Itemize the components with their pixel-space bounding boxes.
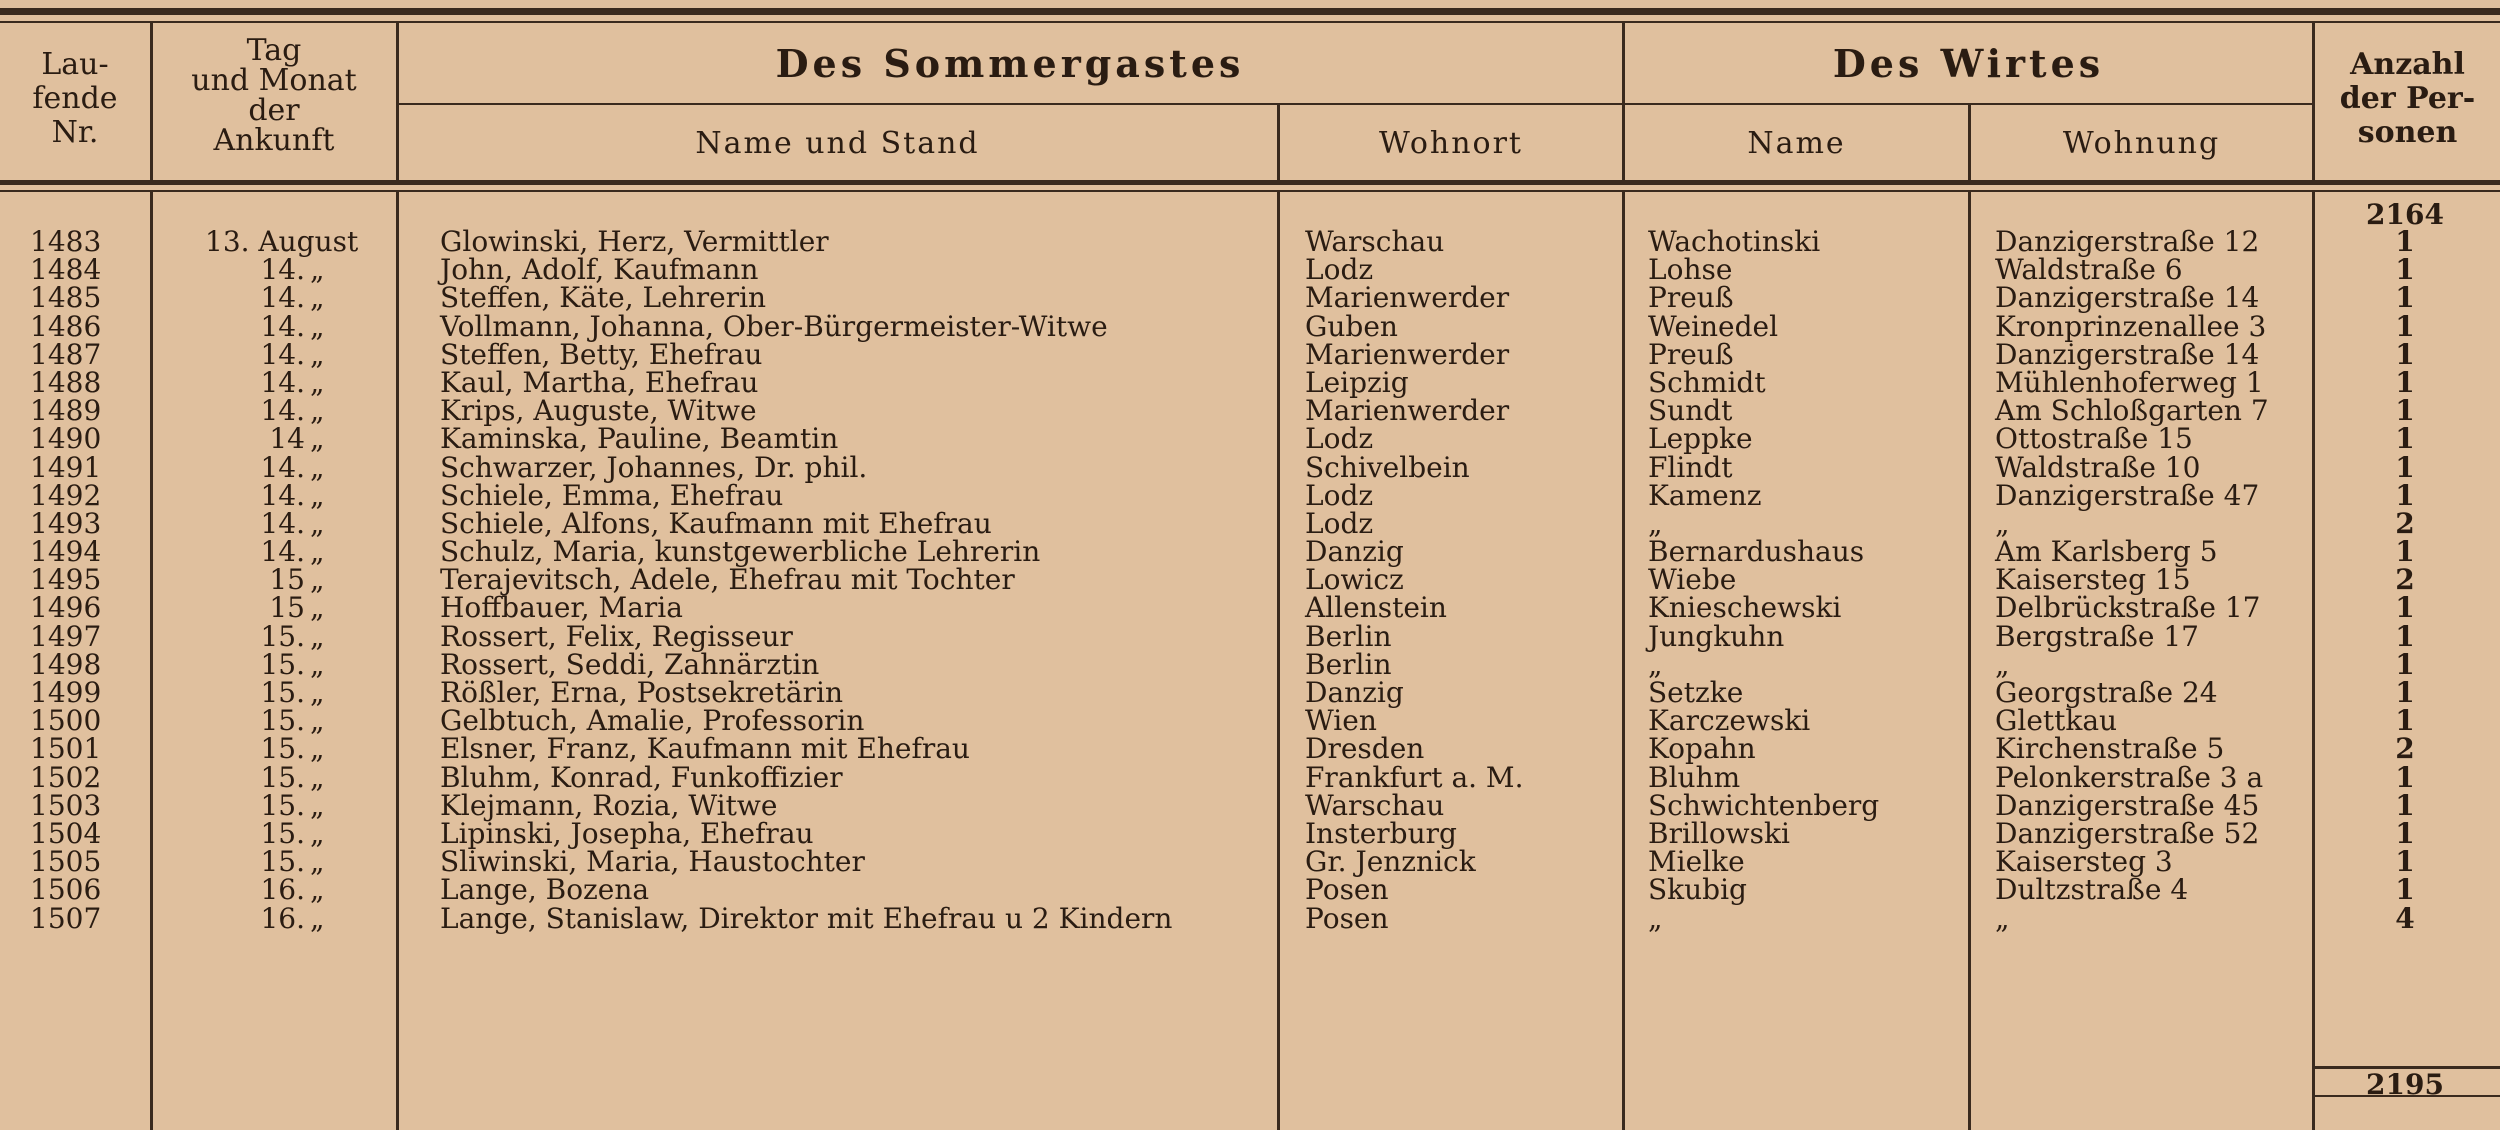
row-host-wohnung: Kronprinzenallee 3 [1995, 309, 2267, 343]
row-date-ditto: „ [310, 788, 325, 822]
row-guest-wohnort: Leipzig [1305, 365, 1409, 399]
row-guest-wohnort: Guben [1305, 309, 1398, 343]
header-guest-wohnort: Wohnort [1379, 126, 1523, 161]
row-person-count: 2 [2395, 506, 2415, 540]
row-date-ditto: „ [310, 873, 325, 907]
row-guest-name: Lange, Bozena [440, 873, 650, 907]
row-date-ditto: „ [310, 619, 325, 653]
row-guest-wohnort: Dresden [1305, 732, 1425, 766]
row-host-wohnung: Dultzstraße 4 [1995, 873, 2189, 907]
row-arrival-date: 14. [260, 450, 305, 484]
row-arrival-date: 15. [260, 676, 305, 709]
row-arrival-date: 15. [260, 704, 305, 738]
row-person-count: 1 [2395, 478, 2415, 512]
row-date-ditto: „ [310, 281, 325, 315]
row-date-ditto: „ [310, 253, 325, 287]
row-host-name: Sundt [1648, 394, 1733, 428]
row-host-name: Wachotinski [1648, 225, 1821, 258]
carry-over-count: 2164 [2366, 198, 2444, 231]
row-person-count: 1 [2395, 253, 2415, 287]
row-guest-name: John, Adolf, Kaufmann [440, 253, 759, 287]
table-row [0, 506, 2500, 540]
row-number: 1502 [30, 760, 102, 794]
row-arrival-date: 14. [260, 394, 305, 428]
table-row [0, 563, 2500, 597]
row-host-wohnung: Danzigerstraße 52 [1995, 816, 2260, 850]
row-host-wohnung: Glettkau [1995, 704, 2118, 738]
header-host-wohnung: Wohnung [2062, 126, 2221, 161]
row-number: 1483 [30, 225, 102, 258]
row-arrival-date: 15 [269, 563, 305, 597]
row-number: 1506 [30, 873, 102, 907]
row-guest-name: Schiele, Alfons, Kaufmann mit Ehefrau [440, 506, 992, 540]
row-host-wohnung: Danzigerstraße 14 [1995, 281, 2260, 315]
header-nr-line2: fende [32, 81, 118, 116]
row-guest-name: Kaminska, Pauline, Beamtin [440, 422, 839, 456]
row-guest-wohnort: Posen [1305, 901, 1389, 935]
table-row [0, 450, 2500, 484]
row-guest-wohnort: Warschau [1305, 788, 1445, 822]
row-person-count: 1 [2395, 676, 2415, 709]
row-number: 1504 [30, 816, 102, 850]
row-number: 1497 [30, 619, 102, 653]
row-number: 1488 [30, 365, 102, 399]
row-host-wohnung: Danzigerstraße 45 [1995, 788, 2260, 822]
header-date-line3: der [248, 93, 300, 128]
row-number: 1501 [30, 732, 102, 766]
row-host-wohnung: Waldstraße 10 [1995, 450, 2201, 484]
row-host-wohnung: „ [1995, 506, 2010, 540]
row-host-wohnung: Am Karlsberg 5 [1995, 535, 2218, 569]
row-person-count: 1 [2395, 873, 2415, 907]
header-count-line1: Anzahl [2350, 47, 2465, 82]
table-row [0, 676, 2500, 709]
row-guest-name: Terajevitsch, Adele, Ehefrau mit Tochter [440, 563, 1015, 597]
row-person-count: 4 [2395, 901, 2415, 935]
row-date-ditto: „ [310, 704, 325, 738]
row-host-name: Skubig [1648, 873, 1747, 907]
row-arrival-date: 14. [260, 535, 305, 569]
header-guest-name: Name und Stand [695, 126, 980, 161]
row-date-ditto: „ [310, 337, 325, 371]
row-host-wohnung: Danzigerstraße 47 [1995, 478, 2260, 512]
row-person-count: 1 [2395, 281, 2415, 315]
row-number: 1487 [30, 337, 102, 371]
row-arrival-date: 15 [269, 591, 305, 625]
row-number: 1494 [30, 535, 102, 569]
row-guest-wohnort: Gr. Jenznick [1305, 845, 1476, 879]
row-person-count: 1 [2395, 337, 2415, 371]
row-guest-name: Steffen, Käte, Lehrerin [440, 281, 767, 315]
row-host-wohnung: Georgstraße 24 [1995, 676, 2218, 709]
row-host-wohnung: Danzigerstraße 14 [1995, 337, 2260, 371]
row-host-name: Bluhm [1648, 760, 1741, 794]
row-guest-wohnort: Marienwerder [1305, 337, 1510, 371]
row-guest-name: Sliwinski, Maria, Haustochter [440, 845, 865, 879]
table-row [0, 309, 2500, 343]
row-person-count: 1 [2395, 647, 2415, 681]
row-number: 1485 [30, 281, 102, 315]
row-number: 1505 [30, 845, 102, 879]
row-guest-name: Gelbtuch, Amalie, Professorin [440, 704, 865, 738]
row-number: 1489 [30, 394, 102, 428]
row-guest-name: Schiele, Emma, Ehefrau [440, 478, 784, 512]
row-host-name: Lohse [1648, 253, 1733, 287]
row-guest-name: Rossert, Seddi, Zahnärztin [440, 647, 820, 681]
row-person-count: 1 [2395, 704, 2415, 738]
row-arrival-date: 16. [260, 873, 305, 907]
row-host-wohnung: Kaisersteg 15 [1995, 563, 2191, 597]
row-person-count: 1 [2395, 225, 2415, 258]
row-host-name: Wiebe [1648, 563, 1737, 597]
row-guest-name: Bluhm, Konrad, Funkoffizier [440, 760, 843, 794]
row-host-wohnung: Bergstraße 17 [1995, 619, 2199, 653]
row-guest-wohnort: Danzig [1305, 535, 1404, 569]
header-host-name: Name [1747, 126, 1846, 161]
row-person-count: 1 [2395, 816, 2415, 850]
table-row [0, 591, 2500, 625]
row-person-count: 2 [2395, 732, 2415, 766]
header-host-group: Des Wirtes [1832, 41, 2105, 86]
top-rule-thick [0, 8, 2500, 15]
table-row [0, 873, 2500, 907]
row-date-ditto: „ [310, 816, 325, 850]
row-guest-wohnort: Lodz [1305, 506, 1374, 540]
row-number: 1500 [30, 704, 102, 738]
row-person-count: 1 [2395, 591, 2415, 625]
row-date-ditto: „ [310, 647, 325, 681]
table-row [0, 901, 2500, 935]
row-guest-name: Schulz, Maria, kunstgewerbliche Lehrerin [440, 535, 1041, 569]
row-guest-name: Vollmann, Johanna, Ober-Bürgermeister-Witwe [440, 309, 1108, 343]
row-arrival-date: 13. August [205, 225, 359, 258]
row-date-ditto: „ [310, 450, 325, 484]
row-guest-name: Rossert, Felix, Regisseur [440, 619, 793, 653]
row-host-name: Karczewski [1648, 704, 1811, 738]
row-guest-wohnort: Allenstein [1305, 591, 1447, 625]
row-guest-name: Lipinski, Josepha, Ehefrau [440, 816, 814, 850]
table-row [0, 281, 2500, 315]
row-person-count: 1 [2395, 309, 2415, 343]
row-guest-name: Steffen, Betty, Ehefrau [440, 337, 763, 371]
row-person-count: 1 [2395, 394, 2415, 428]
row-host-name: Bernardushaus [1648, 535, 1865, 569]
row-guest-wohnort: Berlin [1305, 647, 1392, 681]
row-guest-name: Elsner, Franz, Kaufmann mit Ehefrau [440, 732, 970, 766]
row-number: 1507 [30, 901, 102, 935]
table-row [0, 394, 2500, 428]
row-host-wohnung: Pelonkerstraße 3 a [1995, 760, 2264, 794]
row-date-ditto: „ [310, 676, 325, 709]
row-date-ditto: „ [310, 563, 325, 597]
row-guest-wohnort: Wien [1305, 704, 1377, 738]
row-number: 1495 [30, 563, 102, 597]
table-row [0, 422, 2500, 456]
row-host-name: Schmidt [1648, 365, 1766, 399]
row-guest-name: Krips, Auguste, Witwe [440, 394, 757, 428]
row-arrival-date: 15. [260, 619, 305, 653]
row-host-wohnung: Waldstraße 6 [1995, 253, 2183, 287]
row-number: 1499 [30, 676, 102, 709]
row-host-name: Jungkuhn [1648, 619, 1785, 653]
table-row [0, 253, 2500, 287]
row-guest-wohnort: Marienwerder [1305, 281, 1510, 315]
total-count: 2195 [2366, 1068, 2444, 1101]
header-date [152, 33, 396, 158]
row-person-count: 2 [2395, 563, 2415, 597]
row-host-wohnung: Kirchenstraße 5 [1995, 732, 2225, 766]
header-date-line2: und Monat [191, 63, 357, 98]
row-date-ditto: „ [310, 591, 325, 625]
row-number: 1484 [30, 253, 102, 287]
row-date-ditto: „ [310, 760, 325, 794]
table-row [0, 788, 2500, 822]
header-count-line3: sonen [2357, 115, 2458, 150]
row-guest-wohnort: Lodz [1305, 478, 1374, 512]
row-host-name: Weinedel [1648, 309, 1779, 343]
row-arrival-date: 15. [260, 647, 305, 681]
row-guest-wohnort: Marienwerder [1305, 394, 1510, 428]
row-host-wohnung: Ottostraße 15 [1995, 422, 2193, 456]
table-row [0, 225, 2500, 258]
row-person-count: 1 [2395, 450, 2415, 484]
table-row [0, 816, 2500, 850]
header-nr [0, 48, 150, 150]
row-host-name: Knieschewski [1648, 591, 1842, 625]
row-guest-wohnort: Schivelbein [1305, 450, 1470, 484]
row-date-ditto: „ [310, 535, 325, 569]
row-guest-name: Schwarzer, Johannes, Dr. phil. [440, 450, 868, 484]
row-guest-wohnort: Lowicz [1305, 563, 1404, 597]
table-row [0, 619, 2500, 653]
row-host-name: Schwichtenberg [1648, 788, 1880, 822]
row-date-ditto: „ [310, 422, 325, 456]
row-person-count: 1 [2395, 845, 2415, 879]
row-host-wohnung: Mühlenhoferweg 1 [1995, 365, 2264, 399]
row-host-name: Leppke [1648, 422, 1753, 456]
row-guest-wohnort: Insterburg [1305, 816, 1457, 850]
row-host-wohnung: Am Schloßgarten 7 [1995, 394, 2269, 428]
header-count [2315, 48, 2500, 150]
row-guest-wohnort: Warschau [1305, 225, 1445, 258]
table-row [0, 365, 2500, 399]
row-date-ditto: „ [310, 478, 325, 512]
row-host-wohnung: „ [1995, 647, 2010, 681]
row-guest-name: Kaul, Martha, Ehefrau [440, 365, 759, 399]
row-guest-name: Hoffbauer, Maria [440, 591, 683, 625]
top-rule-thin [0, 21, 2500, 23]
table-row [0, 647, 2500, 681]
row-arrival-date: 15. [260, 845, 305, 879]
row-host-name: Mielke [1648, 845, 1745, 879]
row-person-count: 1 [2395, 760, 2415, 794]
row-arrival-date: 14. [260, 478, 305, 512]
row-arrival-date: 14. [260, 337, 305, 371]
row-guest-wohnort: Berlin [1305, 619, 1392, 653]
row-date-ditto: „ [310, 901, 325, 935]
row-host-name: „ [1648, 901, 1663, 935]
header-count-line2: der Per- [2339, 81, 2476, 116]
row-number: 1492 [30, 478, 102, 512]
row-host-name: „ [1648, 506, 1663, 540]
header-guest-group: Des Sommergastes [775, 41, 1245, 86]
table-row [0, 732, 2500, 766]
header-nr-line3: Nr. [51, 115, 99, 150]
row-arrival-date: 14. [260, 253, 305, 287]
row-arrival-date: 16. [260, 901, 305, 935]
table-row [0, 760, 2500, 794]
header-bottom-rule-thick [0, 180, 2500, 185]
row-arrival-date: 14. [260, 281, 305, 315]
row-host-name: „ [1648, 647, 1663, 681]
row-arrival-date: 14. [260, 365, 305, 399]
table-row [0, 704, 2500, 738]
row-guest-name: Lange, Stanislaw, Direktor mit Ehefrau u 2 Kindern [440, 901, 1173, 935]
row-person-count: 1 [2395, 535, 2415, 569]
header-date-line1: Tag [246, 33, 302, 68]
row-guest-name: Glowinski, Herz, Vermittler [440, 225, 829, 258]
row-host-name: Kamenz [1648, 478, 1762, 512]
row-number: 1486 [30, 309, 102, 343]
row-guest-wohnort: Frankfurt a. M. [1305, 760, 1524, 794]
row-guest-name: Klejmann, Rozia, Witwe [440, 788, 778, 822]
row-host-wohnung: „ [1995, 901, 2010, 935]
row-number: 1491 [30, 450, 102, 484]
row-arrival-date: 15. [260, 816, 305, 850]
row-date-ditto: „ [310, 394, 325, 428]
table-row [0, 478, 2500, 512]
row-host-name: Setzke [1648, 676, 1744, 709]
row-arrival-date: 15. [260, 760, 305, 794]
row-host-name: Kopahn [1648, 732, 1756, 766]
row-guest-wohnort: Danzig [1305, 676, 1404, 709]
row-guest-wohnort: Lodz [1305, 253, 1374, 287]
row-arrival-date: 14 [269, 422, 305, 456]
row-person-count: 1 [2395, 422, 2415, 456]
header-bottom-rule-thin [0, 190, 2500, 192]
row-person-count: 1 [2395, 788, 2415, 822]
row-number: 1496 [30, 591, 102, 625]
row-person-count: 1 [2395, 619, 2415, 653]
row-number: 1493 [30, 506, 102, 540]
row-host-name: Preuß [1648, 281, 1734, 315]
row-person-count: 1 [2395, 365, 2415, 399]
row-date-ditto: „ [310, 506, 325, 540]
row-host-name: Brillowski [1648, 816, 1790, 850]
row-guest-wohnort: Lodz [1305, 422, 1374, 456]
table-row [0, 845, 2500, 879]
header-date-line4: Ankunft [213, 123, 335, 158]
row-number: 1503 [30, 788, 102, 822]
row-guest-wohnort: Posen [1305, 873, 1389, 907]
row-host-wohnung: Kaisersteg 3 [1995, 845, 2173, 879]
row-host-wohnung: Danzigerstraße 12 [1995, 225, 2260, 258]
header-nr-line1: Lau- [41, 47, 109, 82]
row-date-ditto: „ [310, 732, 325, 766]
row-arrival-date: 14. [260, 506, 305, 540]
row-host-name: Preuß [1648, 337, 1734, 371]
table-row [0, 535, 2500, 569]
register-rows [0, 225, 2500, 935]
row-number: 1490 [30, 422, 102, 456]
row-date-ditto: „ [310, 845, 325, 879]
row-date-ditto: „ [310, 365, 325, 399]
row-number: 1498 [30, 647, 102, 681]
row-arrival-date: 14. [260, 309, 305, 343]
row-arrival-date: 15. [260, 788, 305, 822]
row-guest-name: Rößler, Erna, Postsekretärin [440, 676, 843, 709]
row-host-name: Flindt [1648, 450, 1733, 484]
table-row [0, 337, 2500, 371]
row-date-ditto: „ [310, 309, 325, 343]
row-arrival-date: 15. [260, 732, 305, 766]
subheader-rule [397, 103, 2312, 105]
row-host-wohnung: Delbrückstraße 17 [1995, 591, 2261, 625]
